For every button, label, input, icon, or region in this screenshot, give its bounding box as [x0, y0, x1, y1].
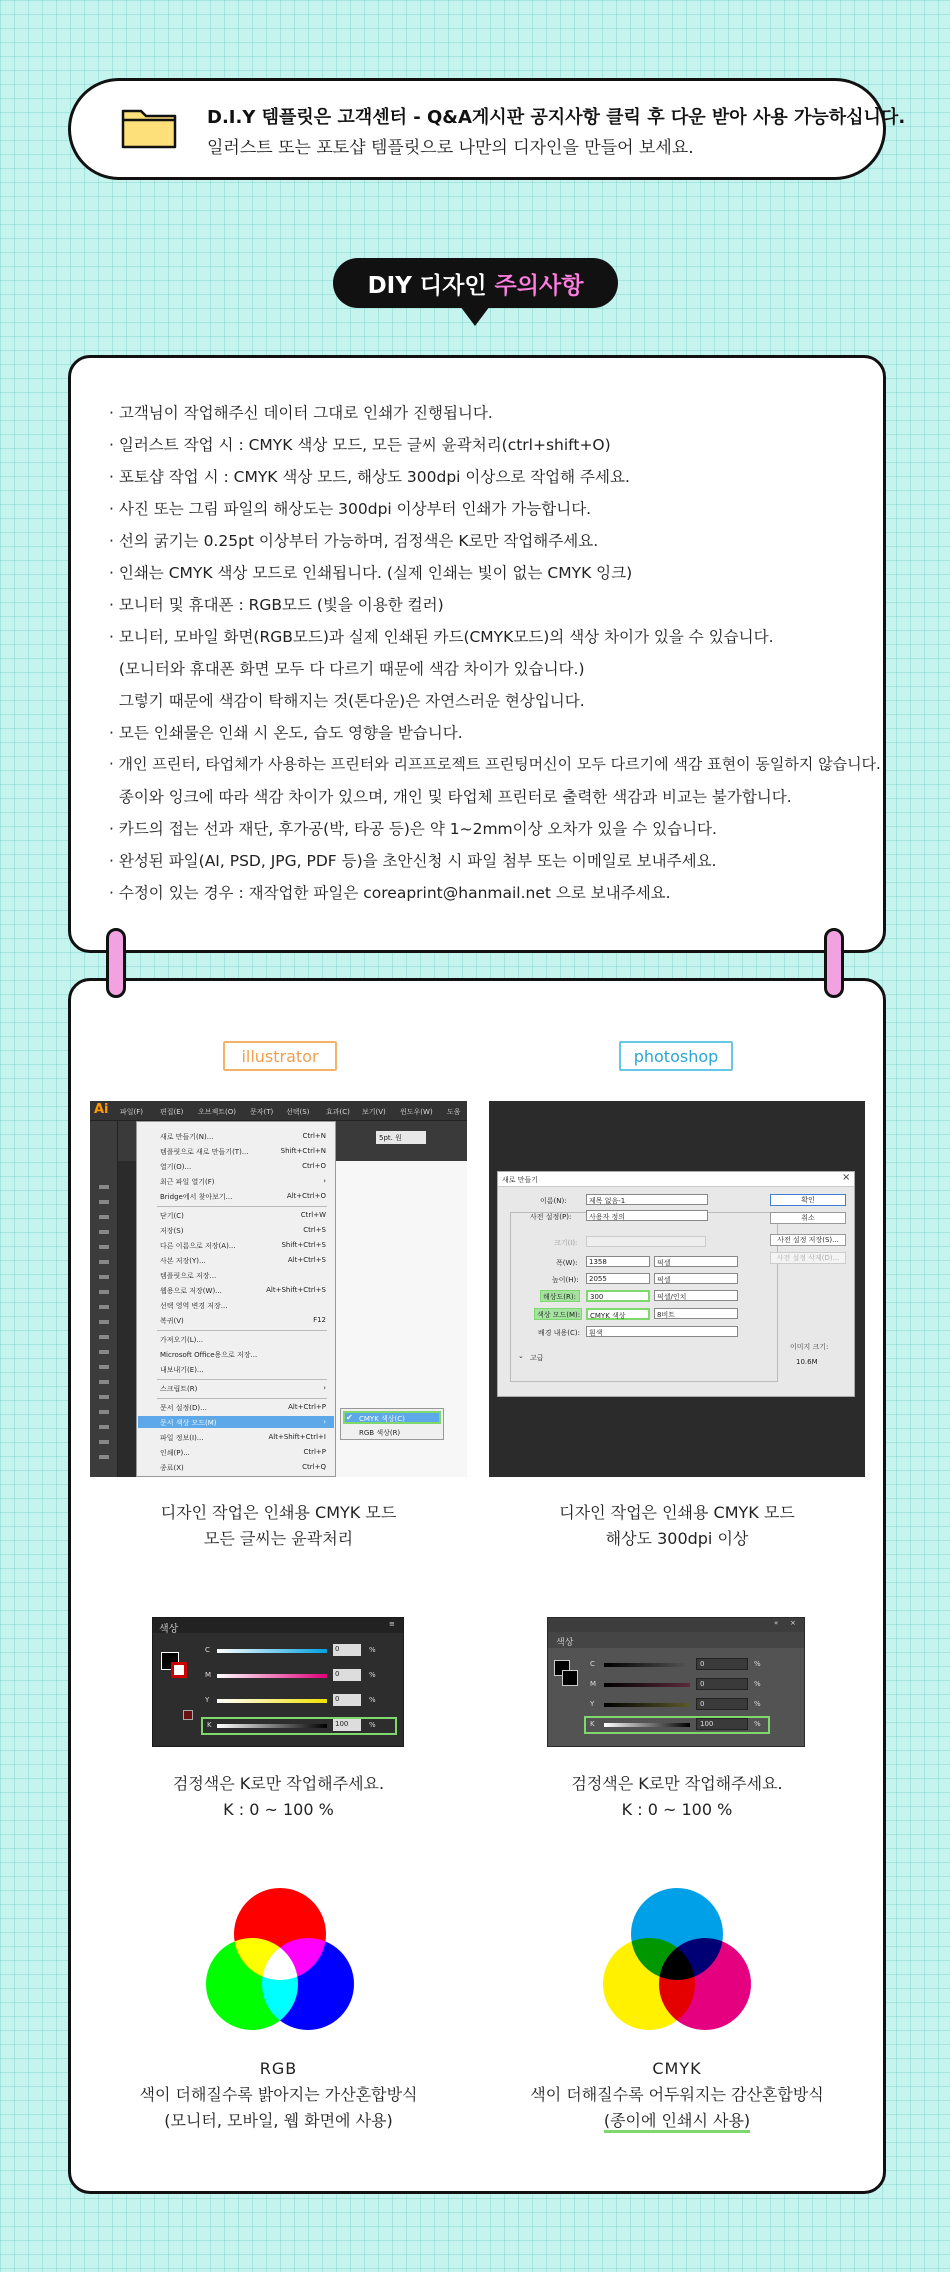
- file-menu-item-label: 문서 설정(D)...: [160, 1404, 207, 1412]
- ai-color-panel: [152, 1617, 404, 1747]
- submenu-rgb[interactable]: RGB 색상(R): [359, 1429, 401, 1437]
- file-menu-item-label: 인쇄(P)...: [160, 1449, 190, 1457]
- ai-k-caption-2: K : 0 ~ 100 %: [223, 1800, 334, 1819]
- file-menu-item-shortcut: Ctrl+O: [302, 1162, 326, 1170]
- tool-icons[interactable]: [99, 1185, 109, 1465]
- rule-item: · 인쇄는 CMYK 색상 모드로 인쇄됩니다. (실제 인쇄는 빛이 없는 CMYK 잉크): [109, 564, 633, 582]
- menu-edit[interactable]: 편집(E): [160, 1108, 184, 1116]
- file-menu-item-shortcut: Ctrl+S: [303, 1226, 326, 1234]
- color-mode-select[interactable]: CMYK 색상: [586, 1308, 650, 1320]
- file-menu-item[interactable]: [138, 1130, 334, 1142]
- tag-photoshop: photoshop: [619, 1041, 733, 1071]
- cmyk-caption-2-text: (종이에 인쇄시 사용): [604, 2111, 750, 2133]
- height-input[interactable]: 2055: [586, 1273, 650, 1284]
- dialog-title: 새로 만들기: [502, 1176, 539, 1184]
- ai-k-caption-1: 검정색은 K로만 작업해주세요.: [172, 1774, 385, 1793]
- file-menu-item-label: 저장(S): [160, 1227, 184, 1235]
- file-menu: [136, 1121, 336, 1477]
- menu-type[interactable]: 문자(T): [250, 1108, 274, 1116]
- rules-card: [68, 355, 886, 953]
- cmyk-caption-1: 색이 더해질수록 어두워지는 감산혼합방식: [530, 2085, 824, 2104]
- menu-separator: [157, 1379, 327, 1380]
- rule-item: · 사진 또는 그림 파일의 해상도는 300dpi 이상부터 인쇄가 가능합니다.: [109, 500, 592, 518]
- rgb-caption-2: (모니터, 모바일, 웹 화면에 사용): [164, 2111, 393, 2130]
- ps-channel-y-slider[interactable]: [604, 1703, 690, 1707]
- ps-channel-k-slider[interactable]: [604, 1723, 690, 1727]
- file-menu-items: [137, 1130, 335, 1477]
- background-label: 배경 내용(C):: [538, 1329, 580, 1337]
- file-menu-item-label: Microsoft Office용으로 저장...: [160, 1351, 258, 1359]
- ai-menubar: [90, 1101, 467, 1121]
- file-menu-item[interactable]: [138, 1254, 334, 1266]
- preset-label: 사전 설정(P):: [530, 1213, 572, 1221]
- rgb-venn-diagram: [200, 1882, 360, 2042]
- channel-c-slider[interactable]: [217, 1649, 327, 1653]
- image-size-value: 10.6M: [796, 1358, 818, 1366]
- ps-k-caption: [489, 1771, 865, 1823]
- binder-clip-left: [106, 928, 126, 998]
- file-menu-item-label: 복귀(V): [160, 1317, 184, 1325]
- menu-window[interactable]: 윈도우(W): [400, 1108, 433, 1116]
- file-menu-item[interactable]: [138, 1363, 334, 1375]
- file-menu-item-label: 열기(O)...: [160, 1163, 192, 1171]
- ps-color-panel: [547, 1617, 805, 1747]
- chevron-down-icon[interactable]: ⌄: [518, 1352, 524, 1360]
- channel-k-value[interactable]: 100: [333, 1719, 361, 1731]
- cancel-button[interactable]: 취소: [770, 1212, 846, 1224]
- width-label: 폭(W):: [556, 1259, 578, 1267]
- unit-label: %: [369, 1721, 376, 1729]
- channel-k-label: K: [207, 1721, 212, 1729]
- rule-item: (모니터와 휴대폰 화면 모두 다 다르기 때문에 색감 차이가 있습니다.): [109, 660, 585, 678]
- height-label: 높이(H):: [552, 1276, 579, 1284]
- photoshop-screenshot: [489, 1101, 865, 1477]
- file-menu-item[interactable]: [138, 1416, 334, 1428]
- file-menu-item-label: 스크립트(R): [160, 1385, 198, 1393]
- last-color-swatch: [183, 1710, 193, 1720]
- name-input[interactable]: 제목 없음-1: [586, 1194, 708, 1205]
- close-icon[interactable]: ×: [790, 1619, 796, 1627]
- dialog-titlebar: [498, 1172, 854, 1187]
- rgb-caption: [90, 2056, 467, 2134]
- save-preset-button[interactable]: 사전 설정 저장(S)...: [770, 1234, 846, 1246]
- menu-help[interactable]: 도움: [447, 1108, 461, 1116]
- file-menu-item[interactable]: [138, 1190, 334, 1202]
- blue-circle: [262, 1938, 354, 2030]
- channel-y-value[interactable]: 0: [333, 1694, 361, 1706]
- rgb-caption-1: 색이 더해질수록 밝아지는 가산혼합방식: [139, 2085, 418, 2104]
- ps-channel-m-slider[interactable]: [604, 1683, 690, 1687]
- file-menu-item-shortcut: Ctrl+N: [302, 1132, 326, 1140]
- illustrator-screenshot: [90, 1101, 467, 1477]
- file-menu-item-label: 템플릿으로 저장...: [160, 1272, 217, 1280]
- unit-label: %: [369, 1646, 376, 1654]
- ps-channel-c-slider[interactable]: [604, 1663, 690, 1667]
- menu-separator: [157, 1398, 327, 1399]
- close-icon[interactable]: ×: [842, 1172, 851, 1183]
- check-icon: ✔: [346, 1413, 353, 1422]
- channel-y-slider[interactable]: [217, 1699, 327, 1703]
- unit-label: %: [754, 1680, 761, 1688]
- unit-label: %: [369, 1696, 376, 1704]
- delete-preset-button[interactable]: 사전 설정 삭제(D)...: [770, 1252, 846, 1264]
- section-title: [333, 258, 618, 308]
- ps-channel-y-value[interactable]: 0: [696, 1698, 748, 1710]
- resolution-label: 해상도(R):: [540, 1290, 580, 1302]
- stroke-swatch[interactable]: [171, 1662, 187, 1678]
- background-swatch[interactable]: [562, 1670, 578, 1686]
- title-accent: 주의사항: [494, 272, 584, 299]
- file-menu-item[interactable]: [138, 1145, 334, 1157]
- ai-caption-1: 디자인 작업은 인쇄용 CMYK 모드: [160, 1503, 397, 1522]
- file-menu-item-label: 최근 파일 열기(F): [160, 1178, 215, 1186]
- rule-item: · 고객님이 작업해주신 데이터 그대로 인쇄가 진행됩니다.: [109, 404, 493, 422]
- menu-effect[interactable]: 효과(C): [326, 1108, 350, 1116]
- tag-illustrator: illustrator: [223, 1041, 337, 1071]
- rule-item: · 모니터, 모바일 화면(RGB모드)과 실제 인쇄된 카드(CMYK모드)의 색상 차이가 있을 수 있습니다.: [109, 628, 774, 646]
- panel-menu-icon[interactable]: ≡: [389, 1620, 395, 1628]
- rule-item: · 선의 굵기는 0.25pt 이상부터 가능하며, 검정색은 K로만 작업해주세요.: [109, 532, 599, 550]
- file-menu-item-label: 내보내기(E)...: [160, 1366, 204, 1374]
- file-menu-item-label: 템플릿으로 새로 만들기(T)...: [160, 1148, 249, 1156]
- file-menu-item-shortcut: Ctrl+W: [300, 1211, 326, 1219]
- channel-c-value[interactable]: 0: [333, 1644, 361, 1656]
- unit-label: %: [369, 1671, 376, 1679]
- file-menu-item-label: 가져오기(L)...: [160, 1336, 204, 1344]
- bit-depth-select[interactable]: 8비트: [654, 1308, 738, 1319]
- width-input[interactable]: 1358: [586, 1256, 650, 1267]
- file-menu-item[interactable]: [138, 1401, 334, 1413]
- file-menu-item-label: 사본 저장(Y)...: [160, 1257, 206, 1265]
- ai-caption-2: 모든 글씨는 윤곽처리: [203, 1529, 354, 1548]
- preset-select[interactable]: 사용자 정의: [586, 1210, 708, 1221]
- title-pointer: [460, 306, 490, 326]
- ps-caption-2: 해상도 300dpi 이상: [605, 1529, 749, 1548]
- ps-channel-c-value[interactable]: 0: [696, 1658, 748, 1670]
- file-menu-item[interactable]: [138, 1160, 334, 1172]
- file-menu-item[interactable]: [138, 1269, 334, 1281]
- file-menu-item-shortcut: Alt+Shift+Ctrl+I: [268, 1433, 326, 1441]
- file-menu-item-shortcut: Shift+Ctrl+N: [280, 1147, 326, 1155]
- ps-channel-c-label: C: [590, 1660, 595, 1668]
- file-menu-item-shortcut: Alt+Shift+Ctrl+S: [266, 1286, 326, 1294]
- stroke-select[interactable]: 5pt. 원: [376, 1131, 426, 1144]
- notice-line-2: 일러스트 또는 포토샵 템플릿으로 나만의 디자인을 만들어 보세요.: [207, 138, 694, 158]
- image-size-label: 이미지 크기:: [790, 1343, 829, 1351]
- color-mode-submenu: [340, 1408, 444, 1440]
- submenu-cmyk[interactable]: CMYK 색상(C): [359, 1415, 405, 1423]
- file-menu-item-shortcut: Ctrl+P: [303, 1448, 326, 1456]
- notice-box: [68, 78, 906, 180]
- file-menu-item[interactable]: [138, 1348, 334, 1360]
- file-menu-item-shortcut: Alt+Ctrl+S: [287, 1256, 326, 1264]
- cmyk-title: CMYK: [652, 2059, 702, 2078]
- resolution-input[interactable]: 300: [586, 1290, 650, 1302]
- unit-label: %: [754, 1700, 761, 1708]
- file-menu-item[interactable]: [138, 1461, 334, 1473]
- ai-k-caption: [90, 1771, 467, 1823]
- channel-c-label: C: [205, 1646, 210, 1654]
- file-menu-item[interactable]: [138, 1239, 334, 1251]
- file-menu-item-label: 종료(X): [160, 1464, 184, 1472]
- rule-item: · 모니터 및 휴대폰 : RGB모드 (빛을 이용한 컬러): [109, 596, 444, 614]
- magenta-circle: [659, 1938, 751, 2030]
- size-select: [586, 1236, 706, 1247]
- menu-file[interactable]: 파일(F): [120, 1108, 144, 1116]
- file-menu-item-label: 문서 색상 모드(M): [160, 1419, 217, 1427]
- rule-item: · 완성된 파일(AI, PSD, JPG, PDF 등)을 초안신청 시 파일 첨부 또는 이메일로 보내주세요.: [109, 852, 717, 870]
- resolution-unit-select[interactable]: 픽셀/인치: [654, 1290, 738, 1301]
- unit-label: %: [754, 1660, 761, 1668]
- ai-caption: [90, 1500, 467, 1552]
- channel-m-slider[interactable]: [217, 1674, 327, 1678]
- cmyk-caption-2: [489, 2108, 865, 2134]
- file-menu-item-shortcut: Shift+Ctrl+S: [281, 1241, 326, 1249]
- ok-button[interactable]: 확인: [770, 1194, 846, 1206]
- background-select[interactable]: 흰색: [586, 1326, 738, 1337]
- size-label: 크기(I):: [554, 1239, 578, 1247]
- file-menu-item[interactable]: [138, 1299, 334, 1311]
- channel-k-slider[interactable]: [217, 1724, 327, 1728]
- title-main: DIY 디자인: [367, 272, 487, 299]
- rgb-title: RGB: [259, 2059, 298, 2078]
- file-menu-item[interactable]: [138, 1314, 334, 1326]
- notice-line-1: D.I.Y 템플릿은 고객센터 - Q&A게시판 공지사항 클릭 후 다운 받아 사용 가능하십니다.: [207, 107, 906, 128]
- ai-panel-title: 색상: [159, 1624, 179, 1635]
- ps-caption-1: 디자인 작업은 인쇄용 CMYK 모드: [559, 1503, 795, 1522]
- height-unit-select[interactable]: 픽셀: [654, 1273, 738, 1284]
- file-menu-item-shortcut: Alt+Ctrl+P: [288, 1403, 326, 1411]
- file-menu-item-shortcut: ›: [323, 1384, 326, 1392]
- ps-k-caption-1: 검정색은 K로만 작업해주세요.: [571, 1774, 783, 1793]
- width-unit-select[interactable]: 픽셀: [654, 1256, 738, 1267]
- file-menu-item-shortcut: Ctrl+Q: [302, 1463, 326, 1471]
- file-menu-item-label: 파일 정보(I)...: [160, 1434, 204, 1442]
- folder-icon: [121, 105, 177, 149]
- channel-y-label: Y: [205, 1696, 210, 1704]
- file-menu-item-shortcut: ›: [323, 1177, 326, 1185]
- ps-panel-title[interactable]: 색상: [556, 1638, 574, 1648]
- file-menu-item[interactable]: [138, 1224, 334, 1236]
- ps-channel-m-value[interactable]: 0: [696, 1678, 748, 1690]
- collapse-icon[interactable]: «: [774, 1619, 779, 1627]
- file-menu-item-label: 새로 만들기(N)...: [160, 1133, 214, 1141]
- ps-channel-k-value[interactable]: 100: [696, 1718, 748, 1730]
- file-menu-item-label: 다른 이름으로 저장(A)...: [160, 1242, 236, 1250]
- rule-item: 그렇기 때문에 색감이 탁해지는 것(톤다운)은 자연스러운 현상입니다.: [109, 692, 585, 710]
- rule-item: · 모든 인쇄물은 인쇄 시 온도, 습도 영향을 받습니다.: [109, 724, 463, 742]
- file-menu-item-shortcut: F12: [313, 1316, 326, 1324]
- color-mode-label: 색상 모드(M):: [534, 1308, 582, 1320]
- file-menu-item[interactable]: [138, 1175, 334, 1187]
- menu-separator: [157, 1206, 327, 1207]
- rule-item: · 포토샵 작업 시 : CMYK 색상 모드, 해상도 300dpi 이상으로 작업해 주세요.: [109, 468, 630, 486]
- menu-object[interactable]: 오브젝트(O): [198, 1108, 237, 1116]
- channel-m-label: M: [205, 1671, 212, 1679]
- file-menu-item-label: 웹용으로 저장(W)...: [160, 1287, 222, 1295]
- rule-item: · 개인 프린터, 타업체가 사용하는 프린터와 리프프로젝트 프린팅머신이 모두 다르기에 색감 표현이 동일하지 않습니다.: [109, 755, 881, 773]
- binder-clip-right: [824, 928, 844, 998]
- cmyk-caption: [489, 2056, 865, 2134]
- file-menu-item[interactable]: [138, 1431, 334, 1443]
- cmyk-venn-diagram: [597, 1882, 757, 2042]
- file-menu-item[interactable]: [138, 1333, 334, 1345]
- ps-channel-m-label: M: [590, 1680, 597, 1688]
- ai-toolbar: [90, 1121, 118, 1477]
- file-menu-item[interactable]: [138, 1284, 334, 1296]
- file-menu-item-shortcut: Alt+Ctrl+O: [286, 1192, 326, 1200]
- file-menu-item[interactable]: [138, 1382, 334, 1394]
- advanced-toggle[interactable]: 고급: [530, 1354, 544, 1362]
- ps-channel-k-label: K: [590, 1720, 595, 1728]
- rule-item: · 일러스트 작업 시 : CMYK 색상 모드, 모든 글씨 윤곽처리(ctrl+shift+O): [109, 436, 611, 454]
- menu-separator: [157, 1330, 327, 1331]
- ps-k-caption-2: K : 0 ~ 100 %: [621, 1800, 733, 1819]
- file-menu-item[interactable]: [138, 1446, 334, 1458]
- file-menu-item-label: 선택 영역 변경 저장...: [160, 1302, 228, 1310]
- file-menu-item-label: 닫기(C): [160, 1212, 184, 1220]
- unit-label: %: [754, 1720, 761, 1728]
- ai-panel-header: [153, 1618, 403, 1633]
- menu-view[interactable]: 보기(V): [362, 1108, 386, 1116]
- ps-panel-tab: [548, 1632, 804, 1648]
- channel-m-value[interactable]: 0: [333, 1669, 361, 1681]
- new-document-dialog: [497, 1171, 855, 1397]
- ps-caption: [489, 1500, 865, 1552]
- menu-select[interactable]: 선택(S): [286, 1108, 310, 1116]
- ps-panel-header: [548, 1618, 804, 1632]
- file-menu-item-label: Bridge에서 찾아보기...: [160, 1193, 233, 1201]
- rule-item: · 수정이 있는 경우 : 재작업한 파일은 coreaprint@hanmail.net 으로 보내주세요.: [109, 884, 671, 902]
- file-menu-item[interactable]: [138, 1209, 334, 1221]
- file-menu-item-shortcut: ›: [323, 1418, 326, 1426]
- rule-item: · 카드의 접는 선과 재단, 후가공(박, 타공 등)은 약 1~2mm이상 오차가 있을 수 있습니다.: [109, 820, 717, 838]
- rule-item: 종이와 잉크에 따라 색감 차이가 있으며, 개인 및 타업체 프린터로 출력한 색감과 비교는 불가합니다.: [109, 788, 792, 806]
- ai-logo: Ai: [94, 1102, 109, 1117]
- name-label: 이름(N):: [540, 1197, 567, 1205]
- ps-channel-y-label: Y: [590, 1700, 595, 1708]
